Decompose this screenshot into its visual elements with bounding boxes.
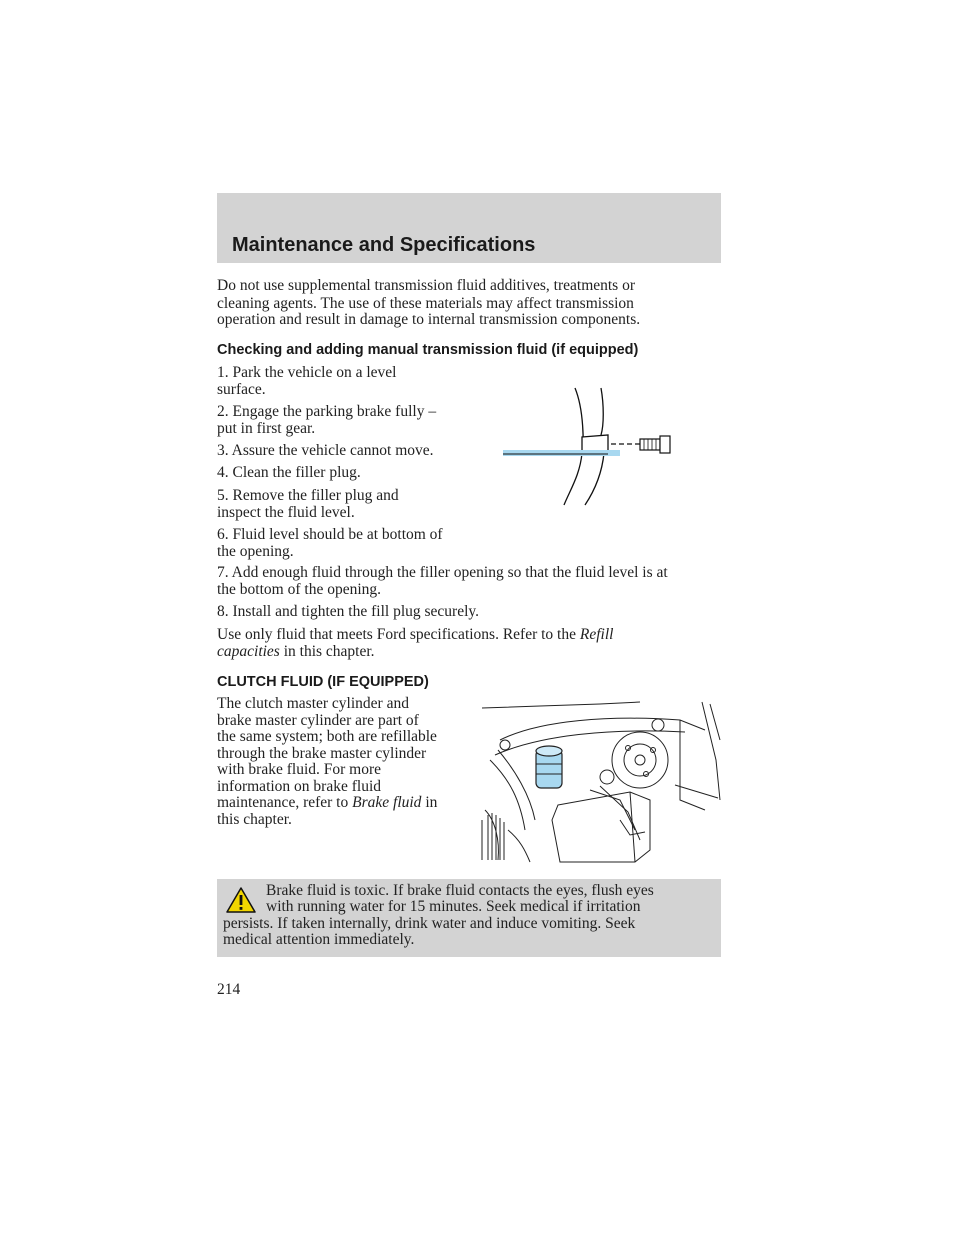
refill-capacities-reference-cont: capacities	[217, 642, 280, 660]
brake-fluid-reference: Brake fluid	[352, 794, 422, 811]
brake-line	[590, 790, 635, 830]
clutch-line	[217, 795, 482, 812]
wire-harness	[490, 760, 525, 830]
fluid-spec-note	[217, 627, 727, 660]
engine-compartment-illustration	[480, 700, 721, 863]
step-item	[217, 404, 482, 443]
clutch-line: the same system; both are refillable	[217, 728, 437, 745]
case-inner-edge-top	[601, 388, 603, 435]
fitting-circle	[600, 770, 614, 784]
filler-plug-illustration	[500, 385, 680, 510]
fender-edge	[702, 702, 720, 800]
side-line	[680, 720, 705, 810]
intro-line: Do not use supplemental transmission fluid additives, treatments or	[217, 277, 636, 294]
steps-list-wide	[217, 565, 727, 627]
page-number: 214	[217, 981, 241, 998]
step-line: the opening.	[217, 542, 294, 560]
clutch-text: in	[421, 794, 438, 811]
clutch-paragraph	[217, 696, 482, 828]
warning-line: with running water for 15 minutes. Seek medical if irritation	[266, 898, 641, 915]
step-item	[217, 443, 482, 465]
cap-circle	[652, 719, 664, 731]
cowl-panel-lower	[495, 731, 685, 755]
clutch-fluid-heading: CLUTCH FLUID (IF EQUIPPED)	[217, 674, 429, 690]
hood-edge	[482, 702, 640, 708]
step-item	[217, 488, 482, 527]
clutch-line: brake master cylinder are part of	[217, 711, 419, 729]
wire-harness-2	[498, 750, 535, 820]
manual-transmission-heading: Checking and adding manual transmission fluid (if equipped)	[217, 342, 639, 358]
filler-plug-bolt-icon	[640, 436, 670, 453]
steps-list-narrow	[217, 365, 482, 565]
page-title: Maintenance and Specifications	[232, 234, 536, 256]
strut-center	[635, 755, 645, 765]
step-line: 1. Park the vehicle on a level	[217, 364, 397, 381]
refill-capacities-reference: Refill	[579, 626, 614, 643]
step-line: 8. Install and tighten the fill plug securely.	[217, 603, 480, 620]
step-item	[217, 365, 482, 404]
intro-line: cleaning agents. The use of these materials may affect transmission	[217, 294, 634, 312]
step-line: put in first gear.	[217, 419, 316, 437]
step-line: surface.	[217, 380, 266, 398]
fluid-level-band	[503, 450, 620, 456]
step-line: the bottom of the opening.	[217, 580, 382, 598]
clutch-line: The clutch master cylinder and	[217, 695, 409, 712]
step-line: inspect the fluid level.	[217, 503, 355, 521]
strut-tower	[612, 732, 668, 788]
step-line: 7. Add enough fluid through the filler opening so that the fluid level is at	[217, 564, 668, 581]
fender-edge-2	[710, 704, 720, 740]
warning-line: Brake fluid is toxic. If brake fluid contacts the eyes, flush eyes	[266, 882, 654, 899]
clutch-text: maintenance, refer to	[217, 794, 353, 811]
step-line: 6. Fluid level should be at bottom of	[217, 526, 443, 543]
step-line: 2. Engage the parking brake fully –	[217, 403, 437, 420]
note-text: in this chapter.	[279, 642, 375, 660]
section-header	[217, 193, 721, 263]
warning-line: persists. If taken internally, drink water and induce vomiting. Seek	[223, 915, 636, 932]
clutch-line: this chapter.	[217, 810, 292, 828]
note-line	[217, 644, 727, 661]
step-item	[217, 604, 727, 627]
side-line-2	[675, 785, 718, 798]
note-text: Use only fluid that meets Ford specifications. Refer to the	[217, 626, 580, 643]
intro-line: operation and result in damage to internal transmission components.	[217, 311, 641, 328]
note-line	[217, 627, 727, 644]
warning-triangle-icon	[225, 886, 257, 914]
fitting-circle-left	[500, 740, 510, 750]
intro-paragraph	[217, 278, 727, 329]
intake-ribs	[488, 813, 504, 860]
battery-cover	[552, 792, 650, 862]
step-line: 3. Assure the vehicle cannot move.	[217, 442, 434, 459]
case-outer-edge	[564, 388, 583, 505]
brake-master-cylinder-reservoir	[536, 746, 562, 788]
warning-line: medical attention immediately.	[223, 931, 415, 948]
clutch-line: with brake fluid. For more	[217, 761, 382, 778]
case-inner-edge-bottom	[585, 453, 604, 505]
clutch-line: information on brake fluid	[217, 777, 381, 795]
step-item	[217, 465, 482, 488]
step-line: 5. Remove the filler plug and	[217, 487, 399, 504]
clutch-line: through the brake master cylinder	[217, 744, 427, 762]
cowl-panel	[500, 718, 705, 740]
warning-box	[217, 879, 721, 957]
step-item	[217, 565, 727, 604]
hose-line	[508, 830, 530, 862]
step-item	[217, 527, 482, 565]
step-line: 4. Clean the filler plug.	[217, 464, 361, 481]
